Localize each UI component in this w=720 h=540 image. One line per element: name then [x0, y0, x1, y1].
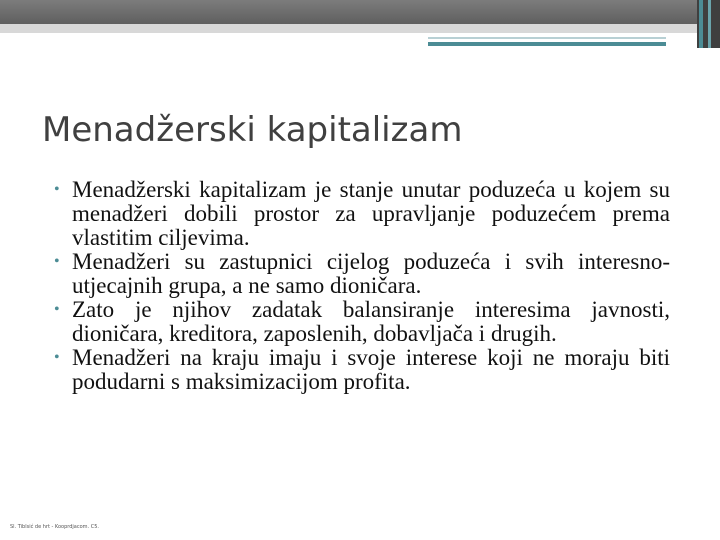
slide-title: Menadžerski kapitalizam: [42, 110, 463, 150]
bullet-item: [52, 178, 670, 250]
corner-accent-stripe: [699, 0, 703, 48]
bullet-item: [52, 250, 670, 298]
corner-accent-stripe-2: [708, 0, 711, 48]
top-decor-line: [0, 24, 720, 33]
bullet-item: [52, 298, 670, 346]
header-accent-bar: [428, 42, 666, 46]
bullet-text: Menadžeri su zastupnici cijelog poduzeća i svih interesno-utjecajnih grupa, a ne samo dioničara.: [72, 249, 670, 298]
bullet-text: Zato je njihov zadatak balansiranje interesima javnosti, dioničara, kreditora, zaposlenih, dobavljača i drugih.: [72, 297, 670, 346]
top-decor-band: [0, 0, 720, 24]
bullet-list: [52, 178, 670, 394]
bullet-icon: •: [54, 301, 60, 318]
bullet-icon: •: [54, 349, 60, 366]
bullet-item: [52, 346, 670, 394]
slide-footer: Sl. Tiblsić de hrt - Kooprdjacom. C5.: [10, 524, 99, 530]
bullet-text: Menadžeri na kraju imaju i svoje interese koji ne moraju biti podudarni s maksimizacijom profita.: [72, 345, 670, 394]
header-accent-thin-bar: [428, 37, 666, 39]
bullet-icon: •: [54, 253, 60, 270]
bullet-icon: •: [54, 181, 60, 198]
bullet-text: Menadžerski kapitalizam je stanje unutar poduzeća u kojem su menadžeri dobili prostor za upravljanje poduzećem prema vlastitim ciljevima.: [72, 177, 670, 250]
